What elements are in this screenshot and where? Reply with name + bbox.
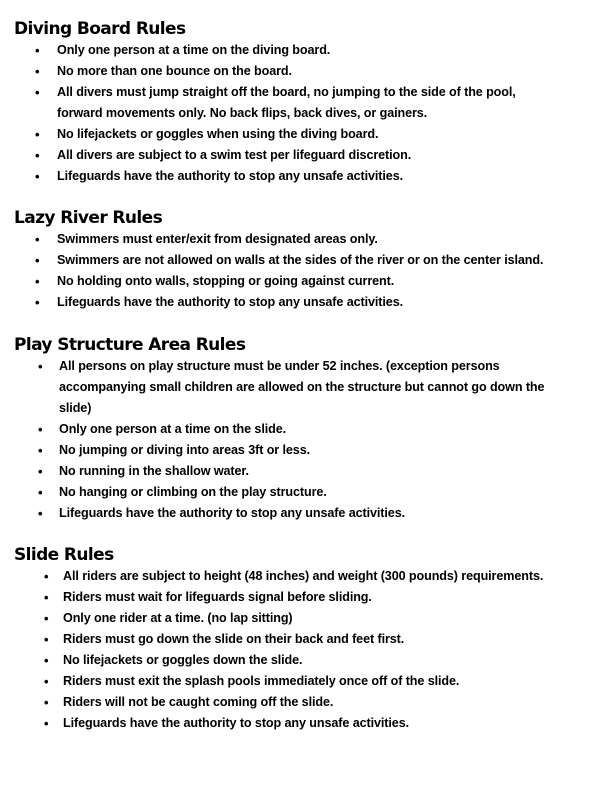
rule-text: Only one person at a time on the slide.	[59, 422, 287, 436]
rule-item	[14, 166, 590, 187]
rule-text: No lifejackets or goggles when using the diving board.	[57, 127, 379, 141]
rule-item	[14, 145, 590, 166]
rule-text: Lifeguards have the authority to stop any unsafe activities.	[59, 506, 406, 520]
rule-list	[14, 40, 590, 187]
rule-text: Only one rider at a time. (no lap sitting)	[63, 611, 293, 625]
rule-text: No holding onto walls, stopping or going against current.	[57, 274, 395, 288]
section-slide-rules	[14, 544, 590, 734]
rule-item	[14, 608, 590, 629]
bullet-icon: •	[44, 590, 49, 605]
rule-item	[14, 566, 590, 587]
bullet-icon: •	[35, 253, 40, 268]
rule-item	[14, 250, 590, 271]
section-title: Slide Rules	[14, 545, 114, 565]
rule-text: Riders must exit the splash pools immediately once off of the slide.	[63, 674, 460, 688]
rule-item	[14, 419, 590, 440]
bullet-icon: •	[44, 569, 49, 584]
bullet-icon: •	[35, 169, 40, 184]
rule-text: No running in the shallow water.	[59, 464, 249, 478]
rule-text: All divers must jump straight off the board, no jumping to the side of the pool, forward movements only. No back flips, back dives, or gainers.	[57, 85, 516, 120]
rule-item	[14, 482, 590, 503]
bullet-icon: •	[38, 485, 43, 500]
rule-item	[14, 692, 590, 713]
rule-item	[14, 229, 590, 250]
rule-item	[14, 61, 590, 82]
rule-text: Riders will not be caught coming off the slide.	[63, 695, 334, 709]
section-title: Diving Board Rules	[14, 19, 186, 39]
rule-text: Riders must wait for lifeguards signal before sliding.	[63, 590, 372, 604]
rule-text: All persons on play structure must be under 52 inches. (exception persons accompanying small children are allowed on the structure but cannot go down the slide)	[59, 359, 545, 415]
rule-text: All divers are subject to a swim test per lifeguard discretion.	[57, 148, 412, 162]
bullet-icon: •	[44, 653, 49, 668]
rule-text: Lifeguards have the authority to stop any unsafe activities.	[63, 716, 410, 730]
section-lazy-river-rules	[14, 207, 590, 313]
rule-text: No lifejackets or goggles down the slide.	[63, 653, 303, 667]
bullet-icon: •	[35, 43, 40, 58]
bullet-icon: •	[35, 232, 40, 247]
section-title: Lazy River Rules	[14, 208, 163, 228]
bullet-icon: •	[44, 674, 49, 689]
section-diving-board-rules	[14, 18, 590, 187]
bullet-icon: •	[44, 611, 49, 626]
rule-text: Swimmers must enter/exit from designated areas only.	[57, 232, 378, 246]
section-play-structure-rules	[14, 334, 590, 524]
rule-text: All riders are subject to height (48 inches) and weight (300 pounds) requirements.	[63, 569, 544, 583]
bullet-icon: •	[35, 64, 40, 79]
rule-text: Lifeguards have the authority to stop any unsafe activities.	[57, 295, 404, 309]
rule-text: No more than one bounce on the board.	[57, 64, 292, 78]
rule-text: No hanging or climbing on the play structure.	[59, 485, 327, 499]
rule-list	[14, 356, 590, 524]
bullet-icon: •	[35, 85, 40, 100]
rule-text: Only one person at a time on the diving board.	[57, 43, 331, 57]
rule-item	[14, 671, 590, 692]
rule-item	[14, 124, 590, 145]
rule-item	[14, 440, 590, 461]
bullet-icon: •	[38, 464, 43, 479]
rule-item	[14, 713, 590, 734]
rule-text: Lifeguards have the authority to stop any unsafe activities.	[57, 169, 404, 183]
bullet-icon: •	[35, 127, 40, 142]
rule-list	[14, 566, 590, 734]
rule-item	[14, 271, 590, 292]
rule-item	[14, 40, 590, 61]
rule-item	[14, 461, 590, 482]
bullet-icon: •	[44, 632, 49, 647]
rule-item	[14, 629, 590, 650]
bullet-icon: •	[38, 422, 43, 437]
bullet-icon: •	[35, 148, 40, 163]
bullet-icon: •	[38, 443, 43, 458]
section-title: Play Structure Area Rules	[14, 335, 246, 355]
rule-item	[14, 356, 590, 419]
rule-item	[14, 503, 590, 524]
bullet-icon: •	[44, 695, 49, 710]
bullet-icon: •	[35, 274, 40, 289]
rule-text: Riders must go down the slide on their back and feet first.	[63, 632, 405, 646]
bullet-icon: •	[38, 506, 43, 521]
rule-item	[14, 587, 590, 608]
bullet-icon: •	[35, 295, 40, 310]
rule-item	[14, 650, 590, 671]
rule-item	[14, 292, 590, 313]
rule-item	[14, 82, 590, 124]
rule-text: Swimmers are not allowed on walls at the sides of the river or on the center island.	[57, 253, 544, 267]
rule-text: No jumping or diving into areas 3ft or less.	[59, 443, 311, 457]
bullet-icon: •	[44, 716, 49, 731]
rule-list	[14, 229, 590, 313]
bullet-icon: •	[38, 359, 43, 374]
